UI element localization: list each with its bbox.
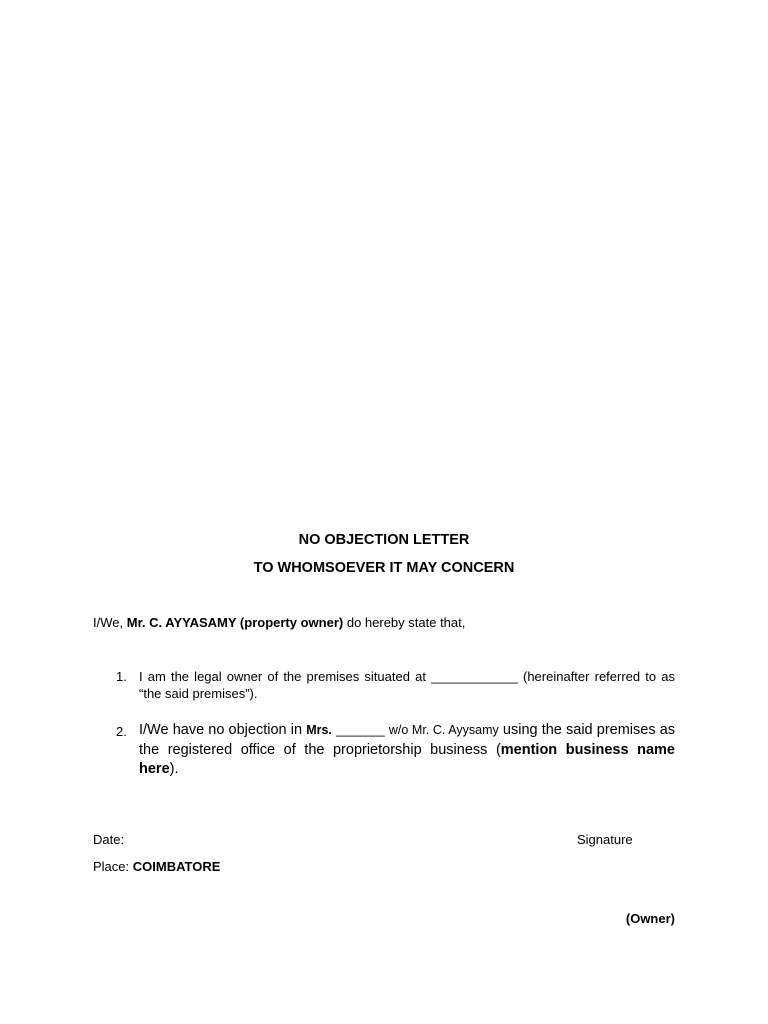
date-label: Date: bbox=[93, 832, 125, 847]
list-item-number: 2. bbox=[116, 724, 127, 739]
item2-business: mention business name here bbox=[139, 741, 675, 777]
letter-subtitle: TO WHOMSOEVER IT MAY CONCERN bbox=[253, 560, 515, 576]
item2-part3: ). bbox=[169, 761, 179, 777]
signature-label: Signature bbox=[577, 832, 633, 847]
item2-part1: I/We have no objection in bbox=[139, 722, 303, 738]
letter-title: NO OBJECTION LETTER bbox=[298, 532, 470, 548]
list-item bbox=[116, 668, 675, 702]
intro-statement bbox=[93, 615, 465, 630]
list-item bbox=[116, 721, 675, 780]
intro-suffix: do hereby state that, bbox=[346, 615, 466, 630]
place-value: COIMBATORE bbox=[132, 859, 221, 874]
item2-wo: w/o Mr. C. Ayysamy bbox=[388, 723, 499, 737]
intro-prefix: I/We, bbox=[93, 615, 124, 630]
item2-blank: _______ bbox=[336, 723, 385, 737]
owner-label: (Owner) bbox=[625, 911, 675, 926]
place-label: Place: bbox=[93, 859, 130, 874]
place-line bbox=[93, 859, 220, 874]
list-item-text: I am the legal owner of the premises situated at ____________ (hereinafter referred to as “the said premises”). bbox=[139, 669, 675, 701]
owner-name: Mr. C. AYYASAMY (property owner) bbox=[126, 615, 344, 630]
item2-part2: using the said premises as the registered office of the proprietorship business ( bbox=[139, 722, 676, 758]
list-item-text bbox=[139, 721, 675, 780]
item2-mrs: Mrs. bbox=[306, 723, 332, 737]
list-item-number: 1. bbox=[116, 669, 127, 684]
